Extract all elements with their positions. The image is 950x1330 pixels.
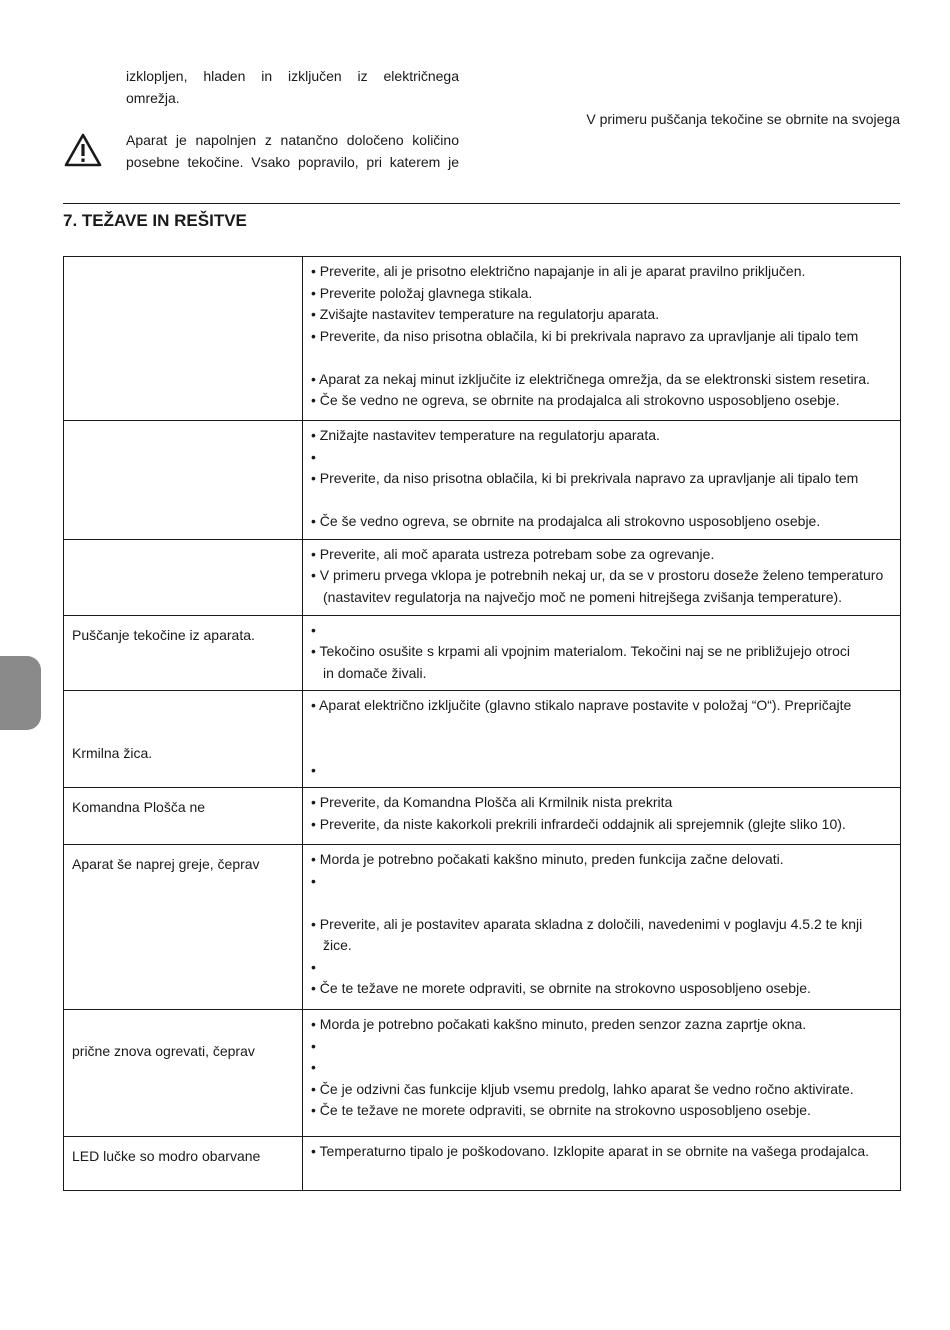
solution-text: Preverite, da niso prisotna oblačila, ki bi prekrivala napravo za upravljanje ali tipalo tem xyxy=(319,470,859,486)
solution-text: Preverite, da niste kakorkoli prekrili infrardeči oddajnik ali sprejemnik (glejte sliko 10). xyxy=(319,815,846,832)
solution-text: Znižajte nastavitev temperature na regulatorju aparata. xyxy=(319,427,660,443)
bullet-icon: • xyxy=(311,980,320,996)
bullet-item xyxy=(311,792,894,814)
solution-text: Če je odzivni čas funkcije kljub vsemu predolg, lahko aparat še vedno ročno aktivirate. xyxy=(319,1080,854,1097)
bullet-icon: • xyxy=(311,761,316,778)
solution-cell xyxy=(303,1010,901,1137)
solution-text: Preverite položaj glavnega stikala. xyxy=(319,284,533,301)
bullet-icon: • xyxy=(311,794,320,810)
intro-line-2: omrežja. xyxy=(126,90,180,106)
bullet-icon: • xyxy=(311,392,320,408)
solution-text: Preverite, ali je prisotno električno napajanje in ali je aparat pravilno priključen. xyxy=(319,263,806,279)
blank-line xyxy=(311,1163,894,1185)
bullet-item xyxy=(311,695,894,717)
bullet-item xyxy=(311,283,894,305)
solution-text: žice. xyxy=(323,937,352,953)
bullet-continuation xyxy=(311,935,894,957)
bullet-icon: • xyxy=(311,872,316,889)
table-row xyxy=(64,421,901,540)
blank-line xyxy=(311,738,894,760)
table-row xyxy=(64,788,901,845)
solution-text: Tekočino osušite s krpami ali vpojnim materialom. Tekočini naj se ne približujejo otroci xyxy=(319,643,850,659)
bullet-icon: • xyxy=(311,284,320,301)
bullet-icon: • xyxy=(311,697,320,713)
problem-cell xyxy=(64,615,303,691)
problem-cell xyxy=(64,691,303,788)
bullet-icon: • xyxy=(311,958,316,975)
solution-text: Aparat za nekaj minut izključite iz električnega omrežja, da se elektronski sistem resetira. xyxy=(319,370,870,387)
bullet-item xyxy=(311,447,894,469)
solution-cell xyxy=(303,788,901,845)
warning-line-1: Aparat je napolnjen z natančno določeno količino xyxy=(126,132,459,148)
bullet-item xyxy=(311,326,894,348)
bullet-icon: • xyxy=(311,370,320,387)
bullet-item xyxy=(311,511,894,533)
bullet-item xyxy=(311,641,894,663)
solution-text: Preverite, da niso prisotna oblačila, ki bi prekrivala napravo za upravljanje ali tipalo tem xyxy=(319,327,859,344)
table-row xyxy=(64,257,901,421)
problem-cell xyxy=(64,421,303,540)
solution-text: Preverite, ali moč aparata ustreza potrebam sobe za ogrevanje. xyxy=(319,545,715,562)
blank-line xyxy=(311,490,894,512)
blank-line xyxy=(311,717,894,739)
bullet-continuation xyxy=(311,587,894,609)
bullet-item xyxy=(311,957,894,979)
bullet-item xyxy=(311,849,894,871)
blank-line xyxy=(311,892,894,914)
solution-cell xyxy=(303,257,901,421)
bullet-icon: • xyxy=(311,470,320,486)
section-title: 7. TEŽAVE IN REŠITVE xyxy=(63,211,247,230)
bullet-item xyxy=(311,760,894,782)
bullet-item xyxy=(311,261,894,283)
solution-text: Preverite, ali je postavitev aparata skladna z določili, navedenimi v poglavju 4.5.2 te knji xyxy=(319,915,863,932)
solution-cell xyxy=(303,845,901,1010)
bullet-icon: • xyxy=(311,915,320,932)
solution-text: V primeru prvega vklopa je potrebnih nekaj ur, da se v prostoru doseže želeno temperaturo xyxy=(319,567,884,583)
intro-line-1: izklopljen, hladen in izključen iz električnega xyxy=(126,68,459,84)
bullet-item xyxy=(311,1141,894,1163)
problem-text: LED lučke so modro obarvane xyxy=(72,1148,261,1164)
bullet-icon: • xyxy=(311,815,320,832)
problem-text: Aparat še naprej greje, čeprav xyxy=(72,856,260,872)
table-row xyxy=(64,539,901,615)
solution-text: Aparat električno izključite (glavno stikalo naprave postavite v položaj “O“). Prepričajte xyxy=(319,697,852,713)
problem-cell xyxy=(64,845,303,1010)
bullet-item xyxy=(311,390,894,412)
bullet-icon: • xyxy=(311,1037,316,1054)
bullet-icon: • xyxy=(311,263,320,279)
problem-cell xyxy=(64,1137,303,1191)
table-row xyxy=(64,1137,901,1191)
table-row xyxy=(64,845,901,1010)
bullet-item xyxy=(311,1036,894,1058)
solution-text: Morda je potrebno počakati kakšno minuto, preden senzor zazna zaprtje okna. xyxy=(319,1016,807,1032)
warning-icon xyxy=(63,132,103,168)
bullet-item xyxy=(311,914,894,936)
bullet-icon: • xyxy=(311,1059,316,1075)
bullet-icon: • xyxy=(311,1080,320,1097)
bullet-item xyxy=(311,304,894,326)
bullet-icon: • xyxy=(311,427,320,443)
problem-text: Puščanje tekočine iz aparata. xyxy=(72,626,255,643)
bullet-item xyxy=(311,978,894,1000)
solution-text: Če še vedno ne ogreva, se obrnite na prodajalca ali strokovno usposobljeno osebje. xyxy=(319,392,840,408)
bullet-icon: • xyxy=(311,306,320,322)
solution-text: Temperaturno tipalo je poškodovano. Izklopite aparat in se obrnite na vašega prodajalca. xyxy=(319,1143,870,1159)
bullet-icon: • xyxy=(311,1143,320,1159)
table-row xyxy=(64,615,901,691)
bullet-icon: • xyxy=(311,327,320,344)
solution-cell xyxy=(303,421,901,540)
solution-text: (nastavitev regulatorja na največjo moč ne pomeni hitrejšega zvišanja temperature). xyxy=(323,588,843,605)
solution-cell xyxy=(303,691,901,788)
solution-text: Morda je potrebno počakati kakšno minuto, preden funkcija začne delovati. xyxy=(319,851,784,867)
table-row xyxy=(64,691,901,788)
bullet-icon: • xyxy=(311,567,320,583)
solution-text: Če še vedno ogreva, se obrnite na prodajalca ali strokovno usposobljeno osebje. xyxy=(319,513,821,529)
bullet-item xyxy=(311,1079,894,1101)
solution-cell xyxy=(303,1137,901,1191)
bullet-item xyxy=(311,620,894,642)
problem-text: prične znova ogrevati, čeprav xyxy=(72,1042,255,1059)
problem-cell xyxy=(64,539,303,615)
bullet-continuation xyxy=(311,663,894,685)
section-divider xyxy=(63,203,900,204)
right-column-text: V primeru puščanja tekočine se obrnite na svojega xyxy=(586,111,900,127)
solution-text: in domače živali. xyxy=(323,664,427,681)
problem-text: Krmilna žica. xyxy=(72,745,153,761)
blank-line xyxy=(311,347,894,369)
bullet-icon: • xyxy=(311,621,316,638)
bullet-item xyxy=(311,425,894,447)
problem-cell xyxy=(64,1010,303,1137)
bullet-item xyxy=(311,1100,894,1122)
solution-text: Če te težave ne morete odpraviti, se obrnite na strokovno usposobljeno osebje. xyxy=(319,1102,811,1118)
problem-text: Komandna Plošča ne xyxy=(72,799,206,815)
bullet-icon: • xyxy=(311,643,320,659)
solution-cell xyxy=(303,539,901,615)
problem-cell xyxy=(64,788,303,845)
chapter-tab xyxy=(0,656,41,730)
bullet-item xyxy=(311,1014,894,1036)
table-row xyxy=(64,1010,901,1137)
bullet-icon: • xyxy=(311,851,320,867)
bullet-item xyxy=(311,544,894,566)
bullet-item xyxy=(311,814,894,836)
bullet-icon: • xyxy=(311,448,316,465)
solution-text: Zvišajte nastavitev temperature na regulatorju aparata. xyxy=(319,306,660,322)
bullet-item xyxy=(311,1057,894,1079)
warning-line-2: posebne tekočine. Vsako popravilo, pri katerem je xyxy=(126,154,459,170)
bullet-icon: • xyxy=(311,1016,320,1032)
bullet-icon: • xyxy=(311,513,320,529)
problem-cell xyxy=(64,257,303,421)
solution-cell xyxy=(303,615,901,691)
bullet-icon: • xyxy=(311,1102,320,1118)
bullet-item xyxy=(311,369,894,391)
bullet-item xyxy=(311,871,894,893)
troubleshooting-table xyxy=(63,256,901,1191)
solution-text: Če te težave ne morete odpraviti, se obrnite na strokovno usposobljeno osebje. xyxy=(319,980,811,996)
bullet-item xyxy=(311,565,894,587)
bullet-item xyxy=(311,468,894,490)
bullet-icon: • xyxy=(311,545,320,562)
solution-text: Preverite, da Komandna Plošča ali Krmilnik nista prekrita xyxy=(319,794,673,810)
